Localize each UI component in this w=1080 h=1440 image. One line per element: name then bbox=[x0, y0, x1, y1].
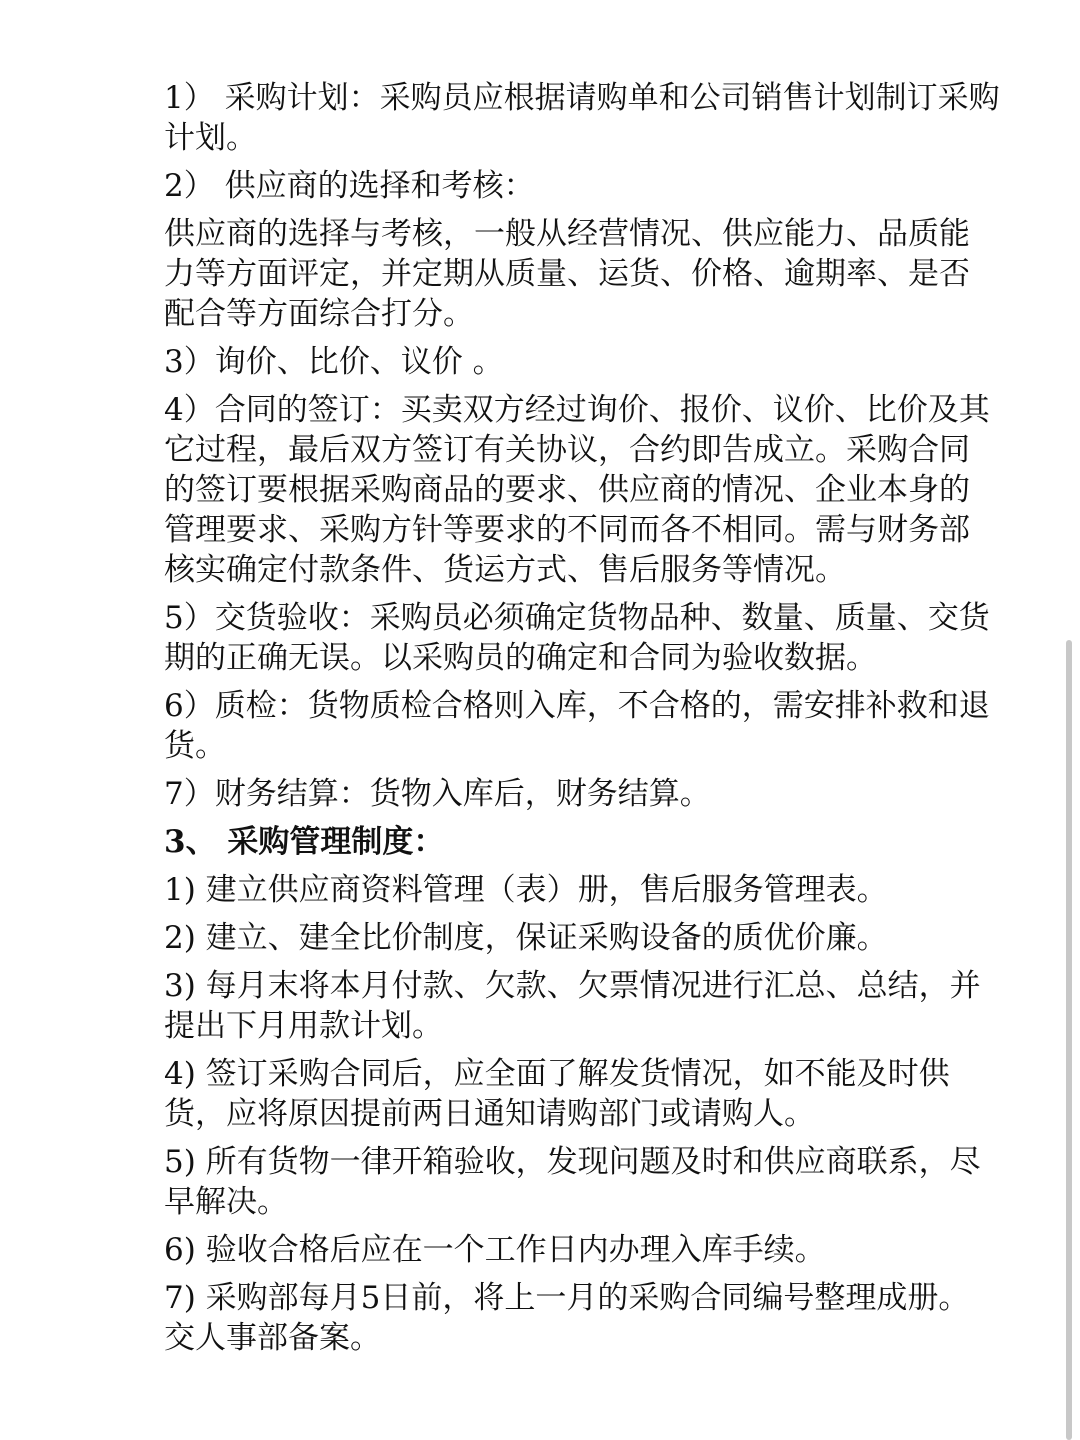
rule-item-4: 4) 签订采购合同后，应全面了解发货情况，如不能及时供货，应将原因提前两日通知请购部门或请购人。 bbox=[164, 1056, 950, 1132]
paragraph-supplier-heading: 2） 供应商的选择和考核： bbox=[164, 168, 535, 204]
rule-item-7: 7) 采购部每月5日前，将上一月的采购合同编号整理成册。交人事部备案。 bbox=[164, 1280, 970, 1356]
rule-item-5: 5) 所有货物一律开箱验收，发现问题及时和供应商联系，尽早解决。 bbox=[164, 1144, 981, 1220]
rule-item-2: 2) 建立、建全比价制度，保证采购设备的质优价廉。 bbox=[164, 920, 888, 956]
vertical-scrollbar[interactable] bbox=[1066, 640, 1072, 1440]
paragraph-contract-signing: 4）合同的签订：买卖双方经过询价、报价、议价、比价及其它过程，最后双方签订有关协议，合约即告成立。采购合同的签订要根据采购商品的要求、供应商的情况、企业本身的管理要求、采购方针等要求的不同而各不相同。需与财务部核实确定付款条件、货运方式、售后服务等情况。 bbox=[164, 392, 990, 588]
paragraph-price-inquiry: 3）询价、比价、议价 。 bbox=[164, 344, 504, 380]
rule-item-3: 3) 每月末将本月付款、欠款、欠票情况进行汇总、总结，并提出下月用款计划。 bbox=[164, 968, 981, 1044]
paragraph-financial-settlement: 7）财务结算：货物入库后，财务结算。 bbox=[164, 776, 711, 812]
rule-item-6: 6) 验收合格后应在一个工作日内办理入库手续。 bbox=[164, 1232, 826, 1268]
rule-item-1: 1) 建立供应商资料管理（表）册，售后服务管理表。 bbox=[164, 872, 888, 908]
paragraph-quality-inspection: 6）质检：货物质检合格则入库，不合格的，需安排补救和退货。 bbox=[164, 688, 990, 764]
paragraph-supplier-evaluation: 供应商的选择与考核，一般从经营情况、供应能力、品质能力等方面评定，并定期从质量、运货、价格、逾期率、是否配合等方面综合打分。 bbox=[164, 216, 970, 332]
section-heading-procurement-rules: 3、 采购管理制度： bbox=[164, 824, 445, 860]
document-body bbox=[164, 78, 1000, 1366]
paragraph-purchase-plan: 1） 采购计划：采购员应根据请购单和公司销售计划制订采购计划。 bbox=[164, 80, 1000, 156]
paragraph-delivery-acceptance: 5）交货验收：采购员必须确定货物品种、数量、质量、交货期的正确无误。以采购员的确定和合同为验收数据。 bbox=[164, 600, 990, 676]
